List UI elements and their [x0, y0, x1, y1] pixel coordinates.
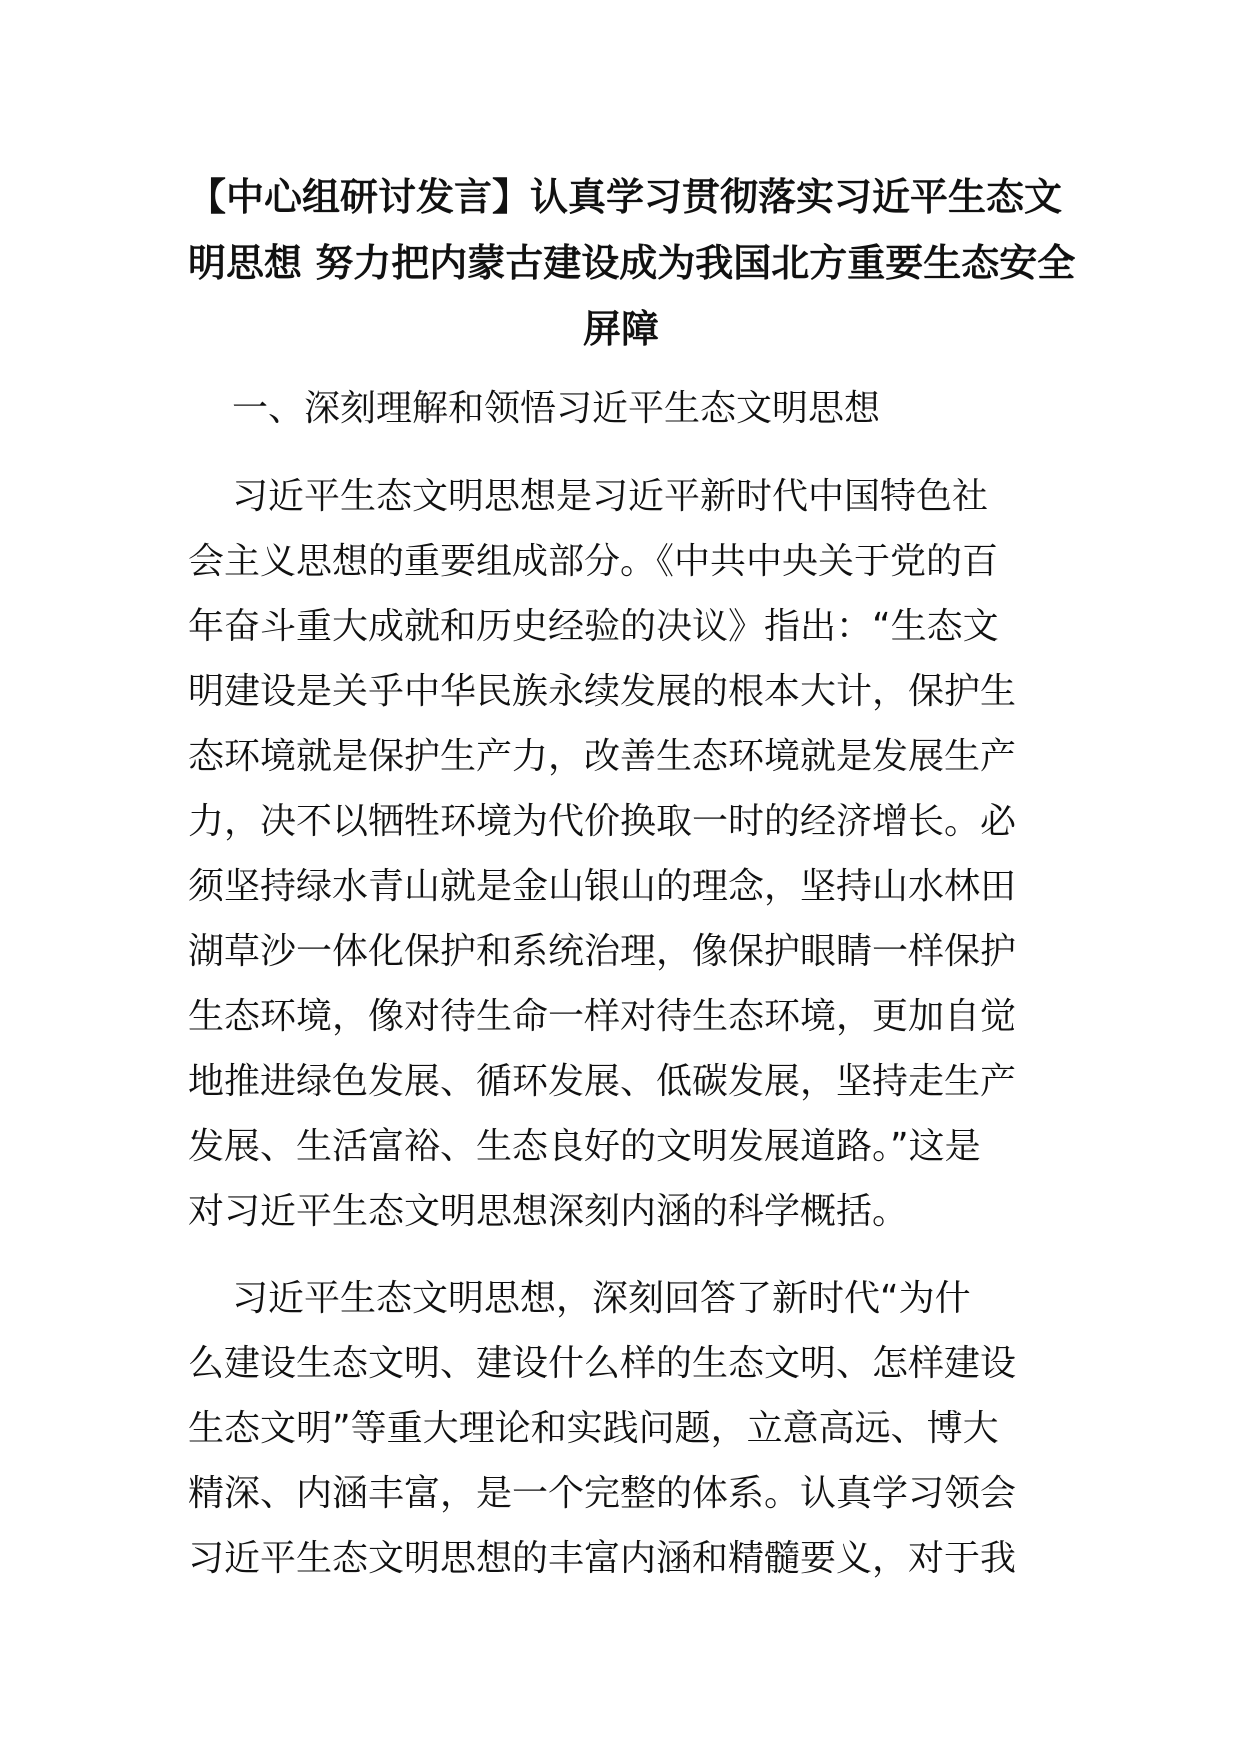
paragraph-line: 发展、生活富裕、生态良好的文明发展道路。”这是: [188, 1126, 981, 1167]
paragraph-line: 湖草沙一体化保护和系统治理，像保护眼睛一样保护: [188, 931, 1017, 972]
document-page: [188, 164, 1076, 1591]
paragraph-line: 年奋斗重大成就和历史经验的决议》指出：“生态文: [188, 606, 999, 647]
paragraph-line: 力，决不以牺牲环境为代价换取一时的经济增长。必: [188, 801, 1017, 842]
title-line: 明思想 努力把内蒙古建设成为我国北方重要生态安全: [188, 241, 1076, 285]
paragraph-line: 会主义思想的重要组成部分。《中共中央关于党的百: [188, 541, 999, 582]
paragraph-line: 精深、内涵丰富，是一个完整的体系。认真学习领会: [188, 1473, 1017, 1514]
title-line: 【中心组研讨发言】认真学习贯彻落实习近平生态文: [188, 175, 1063, 219]
paragraph-line: 态环境就是保护生产力，改善生态环境就是发展生产: [188, 736, 1017, 777]
paragraph-line: 么建设生态文明、建设什么样的生态文明、怎样建设: [188, 1343, 1017, 1384]
paragraph-line: 习近平生态文明思想，深刻回答了新时代“为什: [232, 1278, 971, 1319]
paragraph-line: 生态环境，像对待生命一样对待生态环境，更加自觉: [188, 996, 1017, 1037]
body-paragraph: [188, 1266, 1054, 1591]
document-title: [188, 164, 1076, 362]
paragraph-line: 对习近平生态文明思想深刻内涵的科学概括。: [188, 1191, 909, 1232]
paragraph-line: 须坚持绿水青山就是金山银山的理念，坚持山水林田: [188, 866, 1017, 907]
paragraph-line: 习近平生态文明思想是习近平新时代中国特色社: [232, 476, 989, 517]
paragraph-line: 生态文明”等重大理论和实践问题，立意高远、博大: [188, 1408, 999, 1449]
section-heading: 一、深刻理解和领悟习近平生态文明思想: [232, 388, 881, 429]
paragraph-line: 明建设是关乎中华民族永续发展的根本大计，保护生: [188, 671, 1017, 712]
body-paragraph: [188, 464, 1054, 1244]
paragraph-line: 地推进绿色发展、循环发展、低碳发展，坚持走生产: [188, 1061, 1017, 1102]
title-line: 屏障: [582, 307, 659, 351]
paragraph-line: 习近平生态文明思想的丰富内涵和精髓要义，对于我: [188, 1538, 1017, 1579]
